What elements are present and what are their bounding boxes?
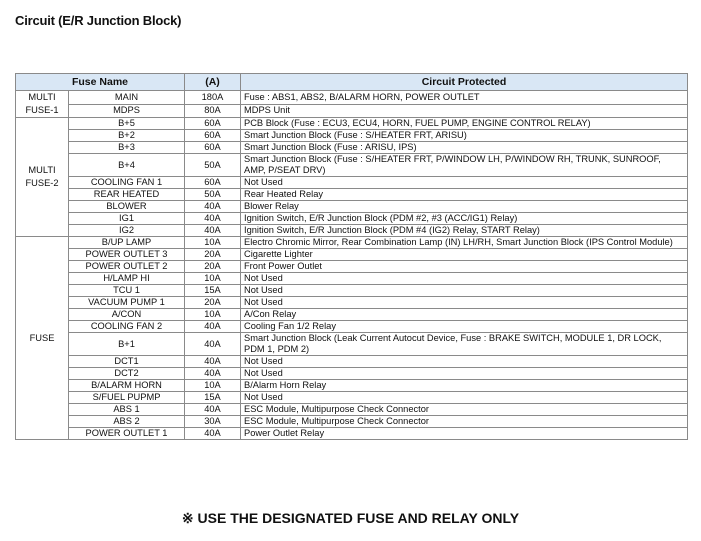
table-row bbox=[16, 380, 688, 392]
fuse-name-cell: ABS 2 bbox=[69, 416, 185, 428]
circuit-protected-cell: Smart Junction Block (Fuse : ARISU, IPS) bbox=[241, 142, 688, 154]
table-row bbox=[16, 201, 688, 213]
fuse-amp-cell: 30A bbox=[185, 416, 241, 428]
table-row bbox=[16, 333, 688, 356]
fuse-amp-cell: 40A bbox=[185, 404, 241, 416]
header-fuse-name: Fuse Name bbox=[16, 74, 185, 91]
circuit-protected-cell: ESC Module, Multipurpose Check Connector bbox=[241, 404, 688, 416]
fuse-name-cell: B+3 bbox=[69, 142, 185, 154]
table-row bbox=[16, 142, 688, 154]
fuse-amp-cell: 60A bbox=[185, 118, 241, 130]
fuse-name-cell: VACUUM PUMP 1 bbox=[69, 297, 185, 309]
fuse-group-label-line: FUSE-1 bbox=[25, 105, 59, 115]
fuse-group-label-line: MULTI bbox=[28, 92, 56, 102]
table-row bbox=[16, 368, 688, 380]
fuse-amp-cell: 60A bbox=[185, 130, 241, 142]
fuse-name-cell: COOLING FAN 1 bbox=[69, 177, 185, 189]
fuse-amp-cell: 50A bbox=[185, 154, 241, 177]
circuit-protected-cell: Fuse : ABS1, ABS2, B/ALARM HORN, POWER OUTLET bbox=[241, 91, 688, 105]
fuse-amp-cell: 40A bbox=[185, 201, 241, 213]
fuse-name-cell: IG1 bbox=[69, 213, 185, 225]
circuit-protected-cell: Not Used bbox=[241, 368, 688, 380]
fuse-name-cell: COOLING FAN 2 bbox=[69, 321, 185, 333]
table-row bbox=[16, 130, 688, 142]
fuse-name-cell: B/ALARM HORN bbox=[69, 380, 185, 392]
circuit-protected-cell: Ignition Switch, E/R Junction Block (PDM #2, #3 (ACC/IG1) Relay) bbox=[241, 213, 688, 225]
fuse-amp-cell: 40A bbox=[185, 368, 241, 380]
table-row bbox=[16, 237, 688, 249]
footer-note: ※ USE THE DESIGNATED FUSE AND RELAY ONLY bbox=[181, 510, 520, 526]
fuse-name-cell: POWER OUTLET 3 bbox=[69, 249, 185, 261]
fuse-amp-cell: 180A bbox=[185, 91, 241, 105]
fuse-name-cell: BLOWER bbox=[69, 201, 185, 213]
fuse-amp-cell: 15A bbox=[185, 285, 241, 297]
fuse-amp-cell: 40A bbox=[185, 428, 241, 440]
fuse-group-label bbox=[16, 118, 69, 237]
table-row bbox=[16, 285, 688, 297]
circuit-protected-cell: Not Used bbox=[241, 177, 688, 189]
fuse-group-label-line: MULTI bbox=[28, 165, 56, 175]
circuit-protected-cell: PCB Block (Fuse : ECU3, ECU4, HORN, FUEL PUMP, ENGINE CONTROL RELAY) bbox=[241, 118, 688, 130]
circuit-protected-cell: Power Outlet Relay bbox=[241, 428, 688, 440]
fuse-amp-cell: 20A bbox=[185, 297, 241, 309]
circuit-protected-cell: Cooling Fan 1/2 Relay bbox=[241, 321, 688, 333]
fuse-group-label-line: FUSE bbox=[29, 332, 55, 343]
fuse-amp-cell: 15A bbox=[185, 392, 241, 404]
fuse-name-cell: H/LAMP HI bbox=[69, 273, 185, 285]
table-row bbox=[16, 273, 688, 285]
fuse-amp-cell: 20A bbox=[185, 261, 241, 273]
circuit-protected-cell: Rear Heated Relay bbox=[241, 189, 688, 201]
fuse-name-cell: POWER OUTLET 2 bbox=[69, 261, 185, 273]
fuse-table-body bbox=[16, 91, 688, 440]
table-row bbox=[16, 321, 688, 333]
table-row bbox=[16, 189, 688, 201]
circuit-protected-cell: MDPS Unit bbox=[241, 104, 688, 118]
circuit-protected-cell: Not Used bbox=[241, 392, 688, 404]
fuse-amp-cell: 20A bbox=[185, 249, 241, 261]
circuit-protected-cell: Blower Relay bbox=[241, 201, 688, 213]
circuit-protected-cell: Electro Chromic Mirror, Rear Combination Lamp (IN) LH/RH, Smart Junction Block (IPS Control Module) bbox=[241, 237, 688, 249]
header-circuit: Circuit Protected bbox=[241, 74, 688, 91]
fuse-name-cell: B+4 bbox=[69, 154, 185, 177]
fuse-amp-cell: 80A bbox=[185, 104, 241, 118]
fuse-amp-cell: 40A bbox=[185, 213, 241, 225]
fuse-name-cell: DCT2 bbox=[69, 368, 185, 380]
fuse-group-label bbox=[16, 237, 69, 440]
fuse-amp-cell: 10A bbox=[185, 273, 241, 285]
table-row bbox=[16, 177, 688, 189]
fuse-group-label-line: FUSE-2 bbox=[25, 178, 59, 188]
circuit-protected-cell: Smart Junction Block (Leak Current Autocut Device, Fuse : BRAKE SWITCH, MODULE 1, DR LOCK, PDM 1, PDM 2) bbox=[241, 333, 688, 356]
fuse-amp-cell: 40A bbox=[185, 356, 241, 368]
fuse-amp-cell: 10A bbox=[185, 380, 241, 392]
fuse-amp-cell: 40A bbox=[185, 321, 241, 333]
page-title: Circuit (E/R Junction Block) bbox=[15, 13, 182, 28]
fuse-name-cell: MAIN bbox=[69, 91, 185, 105]
circuit-protected-cell: Ignition Switch, E/R Junction Block (PDM #4 (IG2) Relay, START Relay) bbox=[241, 225, 688, 237]
fuse-name-cell: B+2 bbox=[69, 130, 185, 142]
fuse-amp-cell: 40A bbox=[185, 333, 241, 356]
circuit-protected-cell: Front Power Outlet bbox=[241, 261, 688, 273]
fuse-amp-cell: 50A bbox=[185, 189, 241, 201]
fuse-name-cell: B+1 bbox=[69, 333, 185, 356]
fuse-name-cell: ABS 1 bbox=[69, 404, 185, 416]
circuit-protected-cell: Smart Junction Block (Fuse : S/HEATER FRT, P/WINDOW LH, P/WINDOW RH, TRUNK, SUNROOF, AMP, P/SEAT DRV) bbox=[241, 154, 688, 177]
fuse-name-cell: S/FUEL PUPMP bbox=[69, 392, 185, 404]
fuse-name-cell: IG2 bbox=[69, 225, 185, 237]
fuse-name-cell: DCT1 bbox=[69, 356, 185, 368]
table-row bbox=[16, 356, 688, 368]
table-row bbox=[16, 154, 688, 177]
table-row bbox=[16, 213, 688, 225]
table-row bbox=[16, 404, 688, 416]
fuse-amp-cell: 60A bbox=[185, 142, 241, 154]
circuit-protected-cell: Smart Junction Block (Fuse : S/HEATER FRT, ARISU) bbox=[241, 130, 688, 142]
circuit-protected-cell: ESC Module, Multipurpose Check Connector bbox=[241, 416, 688, 428]
fuse-name-cell: TCU 1 bbox=[69, 285, 185, 297]
table-row bbox=[16, 91, 688, 105]
table-row bbox=[16, 297, 688, 309]
table-row bbox=[16, 104, 688, 118]
fuse-table bbox=[15, 73, 688, 440]
table-row bbox=[16, 225, 688, 237]
circuit-protected-cell: Not Used bbox=[241, 297, 688, 309]
fuse-name-cell: POWER OUTLET 1 bbox=[69, 428, 185, 440]
circuit-protected-cell: Not Used bbox=[241, 273, 688, 285]
table-row bbox=[16, 309, 688, 321]
circuit-protected-cell: A/Con Relay bbox=[241, 309, 688, 321]
table-row bbox=[16, 118, 688, 130]
table-row bbox=[16, 428, 688, 440]
table-row bbox=[16, 261, 688, 273]
table-row bbox=[16, 392, 688, 404]
fuse-name-cell: MDPS bbox=[69, 104, 185, 118]
fuse-name-cell: A/CON bbox=[69, 309, 185, 321]
header-amp: (A) bbox=[185, 74, 241, 91]
circuit-protected-cell: Not Used bbox=[241, 285, 688, 297]
table-header-row bbox=[16, 74, 688, 91]
fuse-amp-cell: 10A bbox=[185, 309, 241, 321]
circuit-protected-cell: Cigarette Lighter bbox=[241, 249, 688, 261]
table-row bbox=[16, 249, 688, 261]
fuse-name-cell: B+5 bbox=[69, 118, 185, 130]
table-row bbox=[16, 416, 688, 428]
fuse-amp-cell: 10A bbox=[185, 237, 241, 249]
circuit-protected-cell: Not Used bbox=[241, 356, 688, 368]
circuit-protected-cell: B/Alarm Horn Relay bbox=[241, 380, 688, 392]
fuse-amp-cell: 40A bbox=[185, 225, 241, 237]
fuse-amp-cell: 60A bbox=[185, 177, 241, 189]
fuse-group-label bbox=[16, 91, 69, 118]
fuse-name-cell: B/UP LAMP bbox=[69, 237, 185, 249]
fuse-name-cell: REAR HEATED bbox=[69, 189, 185, 201]
